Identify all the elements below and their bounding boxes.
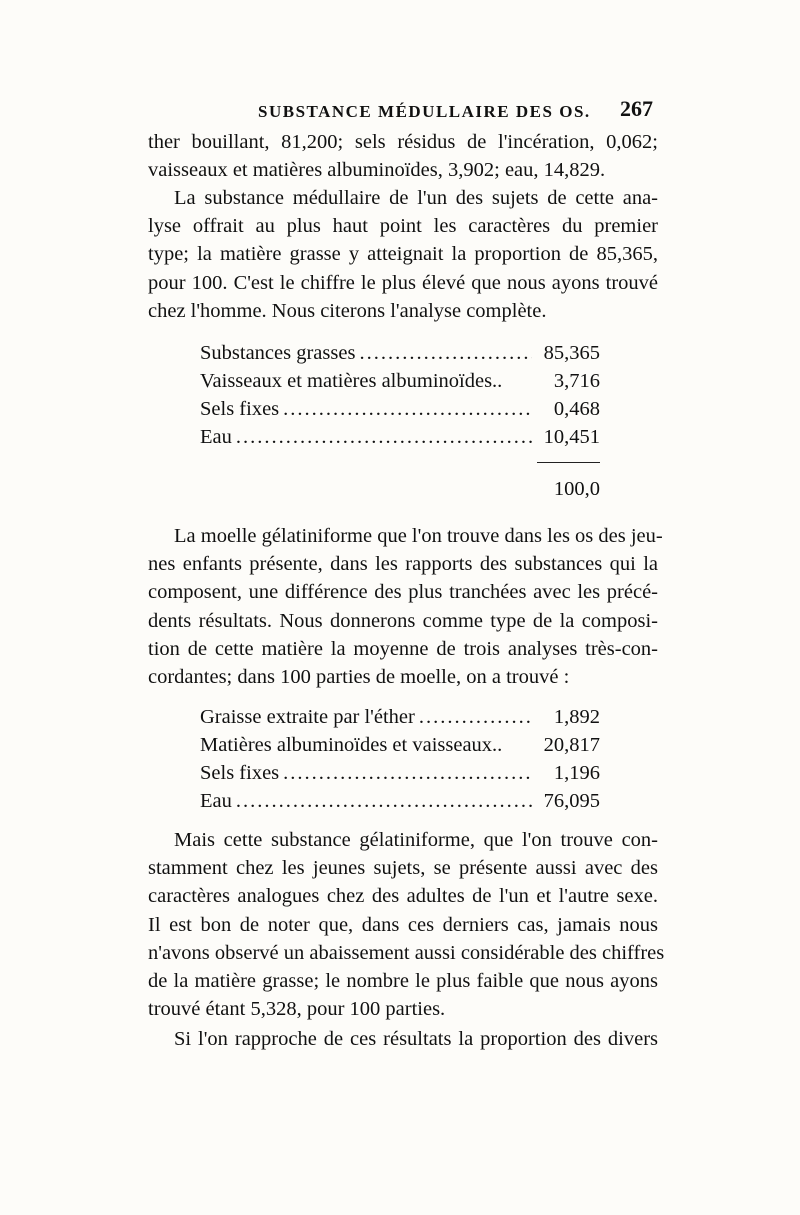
text-line: caractères analogues chez des adultes de l'un et l'autre sexe. (148, 885, 658, 908)
row-value: 0,468 (553, 398, 600, 420)
row-value: 85,365 (543, 342, 600, 364)
text-line: de la matière grasse; le nombre le plus faible que nous ayons (148, 969, 658, 992)
table-row (200, 426, 600, 454)
page-number: 267 (620, 96, 653, 121)
text-line: stamment chez les jeunes sujets, se présente aussi avec des (148, 857, 658, 880)
text-line: vaisseaux et matières albuminoïdes, 3,902; eau, 14,829. (148, 159, 606, 182)
text-line: trouvé étant 5,328, pour 100 parties. (148, 998, 446, 1021)
paragraph-continuation (148, 128, 658, 184)
text-line: cordantes; dans 100 parties de moelle, on a trouvé : (148, 665, 570, 688)
running-title: SUBSTANCE MÉDULLAIRE DES OS. (258, 102, 591, 121)
text-line: tion de cette matière la moyenne de trois analyses très-con- (148, 637, 658, 660)
text-line: type; la matière grasse y atteignait la proportion de 85,365, (148, 243, 658, 266)
page-header (148, 96, 653, 126)
row-label: Vaisseaux et matières albuminoïdes.. (200, 370, 503, 392)
paragraph-rapproche (148, 1025, 658, 1053)
text-line: composent, une différence des plus tranchées avec les précé- (148, 581, 658, 604)
sum-rule (537, 462, 600, 463)
analysis-table-adult (200, 342, 600, 454)
row-label: Eau (200, 790, 232, 812)
row-value: 1,196 (553, 762, 600, 784)
row-value: 10,451 (543, 426, 600, 448)
paragraph-substance-medullaire (148, 184, 658, 325)
text-line: La substance médullaire de l'un des sujets de cette ana- (174, 187, 658, 209)
text-line: Mais cette substance gélatiniforme, que l'on trouve con- (174, 829, 658, 851)
row-label: Sels fixes (200, 398, 280, 420)
paragraph-moelle-gelatiniforme (148, 522, 663, 691)
leader-dots (236, 426, 532, 449)
leader-dots (283, 762, 532, 785)
row-label: Graisse extraite par l'éther (200, 706, 415, 728)
leader-dots (283, 398, 532, 421)
row-label: Substances grasses (200, 342, 356, 364)
row-value: 76,095 (543, 790, 600, 812)
table-total: 100,0 (553, 478, 600, 500)
table-row (200, 734, 600, 762)
text-line: nes enfants présente, dans les rapports des substances qui la (148, 553, 658, 576)
text-line: chez l'homme. Nous citerons l'analyse complète. (148, 299, 547, 322)
table-row (200, 342, 600, 370)
row-label: Eau (200, 426, 232, 448)
table-row (200, 762, 600, 790)
leader-dots (359, 342, 532, 365)
paragraph-adultes (148, 826, 665, 1023)
row-label: Matières albuminoïdes et vaisseaux.. (200, 734, 503, 756)
text-line: La moelle gélatiniforme que l'on trouve dans les os des jeu- (174, 525, 663, 547)
table-row (200, 706, 600, 734)
row-value: 1,892 (553, 706, 600, 728)
table-row (200, 398, 600, 426)
row-label: Sels fixes (200, 762, 280, 784)
table-row (200, 790, 600, 818)
leader-dots (236, 790, 532, 813)
table-row (200, 370, 600, 398)
text-line: Si l'on rapproche de ces résultats la proportion des divers (174, 1028, 658, 1050)
text-line: n'avons observé un abaissement aussi considérable des chiffres (148, 941, 665, 964)
leader-dots (419, 706, 532, 729)
row-value: 3,716 (553, 370, 600, 392)
analysis-table-children (200, 706, 600, 818)
text-line: lyse offrait au plus haut point les caractères du premier (148, 215, 658, 238)
text-line: dents résultats. Nous donnerons comme type de la composi- (148, 609, 658, 632)
text-line: ther bouillant, 81,200; sels résidus de l'incération, 0,062; (148, 131, 658, 153)
text-line: Il est bon de noter que, dans ces derniers cas, jamais nous (148, 913, 658, 936)
row-value: 20,817 (543, 734, 600, 756)
text-line: pour 100. C'est le chiffre le plus élevé que nous ayons trouvé (148, 271, 658, 294)
